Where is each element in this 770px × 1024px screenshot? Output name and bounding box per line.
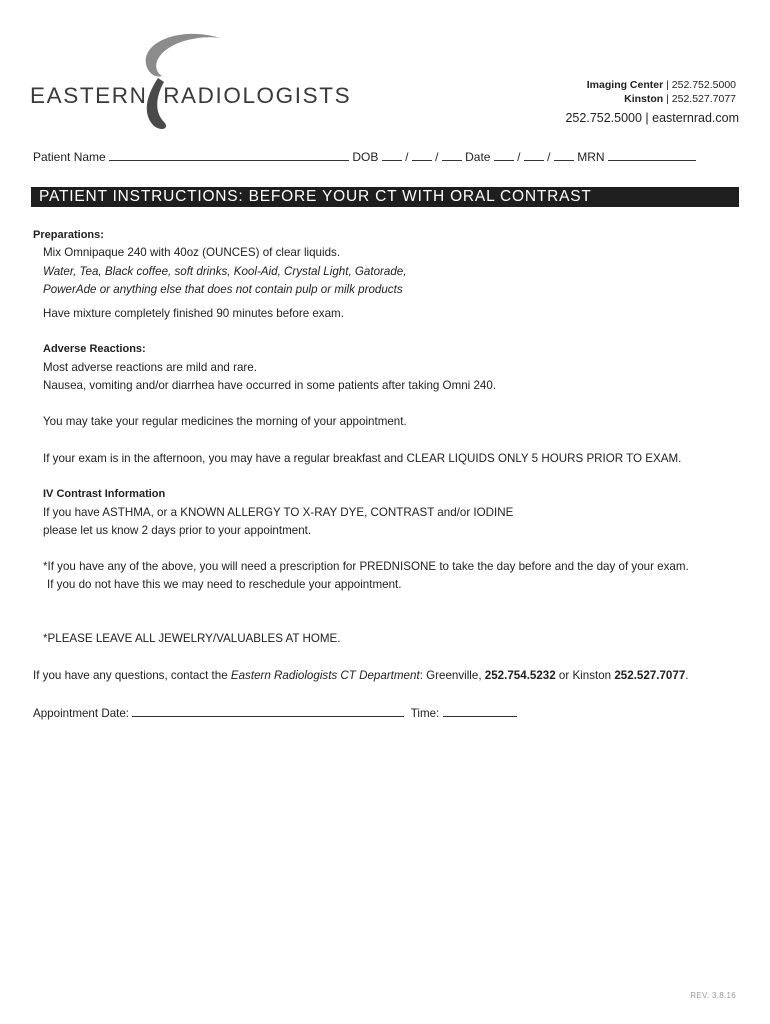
appointment-time-field[interactable]	[443, 706, 517, 717]
questions-greenville-label: : Greenville,	[419, 669, 485, 682]
kinston-line: Kinston | 252.527.7077	[624, 92, 736, 105]
date-month-field[interactable]	[494, 150, 514, 161]
logo-text-radiologists: RADIOLOGISTS	[163, 83, 352, 108]
main-phone-website: 252.752.5000 | easternrad.com	[565, 111, 739, 125]
eastern-radiologists-logo	[30, 30, 360, 130]
date-day-field[interactable]	[524, 150, 544, 161]
iv-contrast-line-2: please let us know 2 days prior to your appointment.	[43, 524, 312, 537]
appointment-date-label: Appointment Date:	[33, 707, 130, 720]
adverse-line-1: Most adverse reactions are mild and rare.	[43, 361, 257, 374]
contact-block	[587, 79, 736, 106]
preparations-line-2: Water, Tea, Black coffee, soft drinks, Kool-Aid, Crystal Light, Gatorade,	[43, 265, 407, 278]
logo-wordmark	[30, 83, 351, 109]
patient-fields-row: Patient Name DOB / / Date / / MRN	[33, 150, 696, 164]
logo-text-eastern: EASTERN	[30, 83, 148, 108]
adverse-line-2: Nausea, vomiting and/or diarrhea have occurred in some patients after taking Omni 240.	[43, 379, 497, 392]
mrn-label: MRN	[577, 150, 605, 164]
dob-month-field[interactable]	[382, 150, 402, 161]
prescription-line-2: If you do not have this we may need to reschedule your appointment.	[47, 578, 402, 591]
kinston-label: Kinston	[624, 92, 664, 105]
imaging-center-label: Imaging Center	[586, 79, 664, 91]
questions-line	[33, 669, 689, 682]
jewelry-note: *PLEASE LEAVE ALL JEWELRY/VALUABLES AT HOME.	[43, 632, 341, 645]
ct-department-name: Eastern Radiologists CT Department	[230, 669, 420, 682]
date-label: Date	[465, 150, 491, 164]
questions-or: or Kinston	[555, 669, 615, 682]
mrn-field[interactable]	[608, 150, 696, 161]
revision-label: REV. 3.8.16	[690, 991, 736, 1000]
patient-name-field[interactable]	[109, 150, 349, 161]
kinston-ct-phone: 252.527.7077	[614, 669, 686, 682]
imaging-center-phone: 252.752.5000	[671, 79, 736, 91]
appointment-row	[33, 706, 517, 720]
medicines-note: You may take your regular medicines the morning of your appointment.	[43, 415, 407, 428]
date-year-field[interactable]	[554, 150, 574, 161]
preparations-heading: Preparations:	[33, 229, 104, 241]
iv-contrast-line-1: If you have ASTHMA, or a KNOWN ALLERGY TO X-RAY DYE, CONTRAST and/or IODINE	[43, 506, 514, 519]
iv-contrast-heading: IV Contrast Information	[43, 488, 166, 500]
kinston-phone: 252.527.7077	[671, 92, 736, 105]
questions-prefix: If you have any questions, contact the	[33, 669, 231, 682]
appointment-time-label: Time:	[410, 707, 440, 720]
dob-label: DOB	[352, 150, 379, 164]
dob-day-field[interactable]	[412, 150, 432, 161]
preparations-line-4: Have mixture completely finished 90 minutes before exam.	[43, 307, 344, 320]
dob-year-field[interactable]	[442, 150, 462, 161]
adverse-heading: Adverse Reactions:	[43, 343, 146, 355]
imaging-center-line: Imaging Center | 252.752.5000	[586, 79, 736, 91]
afternoon-note: If your exam is in the afternoon, you may have a regular breakfast and CLEAR LIQUIDS ONLY 5 HOURS PRIOR TO EXAM.	[43, 452, 682, 465]
greenville-phone: 252.754.5232	[484, 669, 556, 682]
prescription-line-1: *If you have any of the above, you will need a prescription for PREDNISONE to take the day before and the day of your exam.	[43, 560, 689, 573]
logo-swoosh-icon	[30, 30, 360, 130]
patient-name-label: Patient Name	[33, 150, 106, 164]
page-title-banner: PATIENT INSTRUCTIONS: BEFORE YOUR CT WITH ORAL CONTRAST	[31, 187, 739, 207]
preparations-line-1: Mix Omnipaque 240 with 40oz (OUNCES) of clear liquids.	[43, 246, 341, 259]
preparations-line-3: PowerAde or anything else that does not contain pulp or milk products	[43, 283, 403, 296]
appointment-date-field[interactable]	[132, 706, 404, 717]
questions-end: .	[685, 669, 689, 682]
